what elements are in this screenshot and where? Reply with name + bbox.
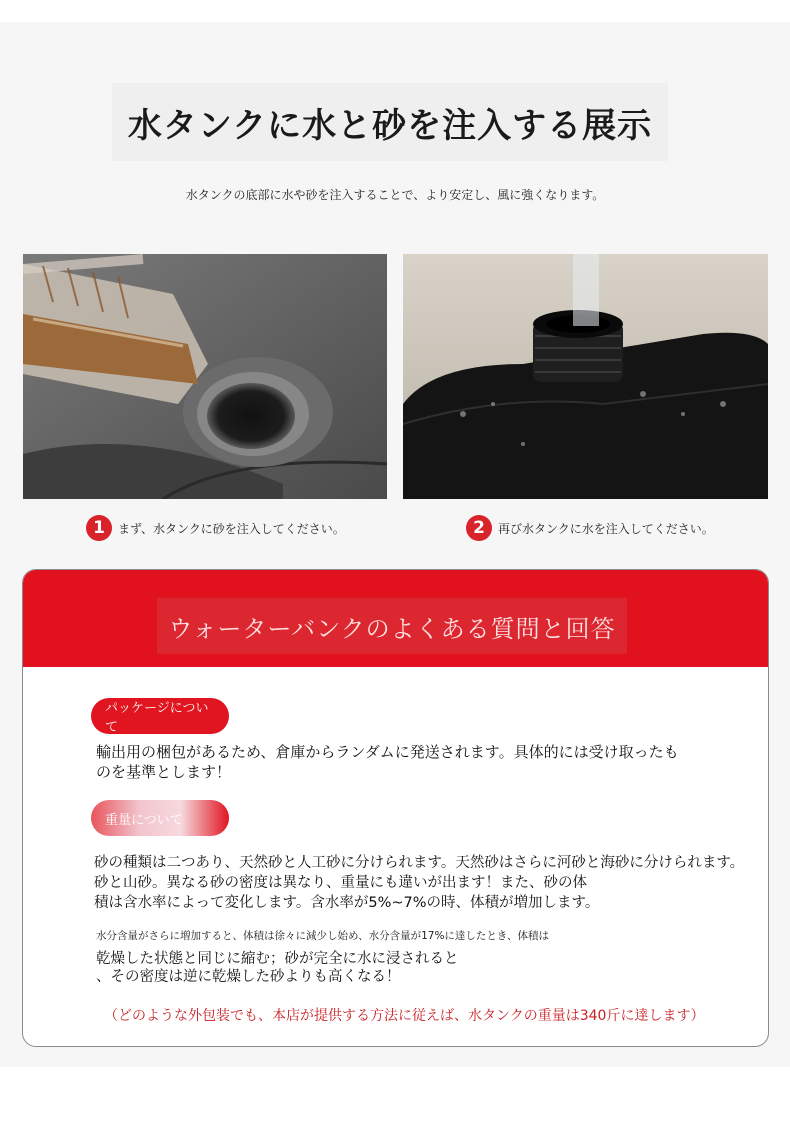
- answer-line: 輸出用の梱包があるため、倉庫からランダムに発送されます。具体的には受け取ったも: [96, 743, 679, 761]
- water-filling-photo: [403, 254, 768, 499]
- answer-line: のを基準とします！: [96, 763, 232, 781]
- faq-package-answer: [96, 742, 679, 782]
- faq-package-tag: パッケージについて: [91, 698, 229, 734]
- faq-weight-small-line: 水分含量がさらに増加すると、体積は徐々に減少し始め、水分含量が17%に達したとき、体積は: [96, 930, 549, 942]
- step-1-number: 1: [86, 515, 112, 541]
- faq-weight-answer: [94, 853, 744, 913]
- faq-weight-answer-cont: [96, 950, 459, 986]
- step-1: [86, 515, 345, 541]
- faq-weight-note: （どのような外包装でも、本店が提供する方法に従えば、水タンクの重量は340斤に達します）: [104, 1008, 705, 1024]
- step-2-number: 2: [466, 515, 492, 541]
- answer-line: 砂と山砂。異なる砂の密度は異なり、重量にも違いが出ます！また、砂の体: [94, 875, 587, 891]
- faq-panel: [22, 569, 769, 1047]
- page-subtitle: 水タンクの底部に水や砂を注入することで、より安定し、風に強くなります。: [185, 188, 605, 202]
- step-2-text: 再び水タンクに水を注入してください。: [498, 521, 714, 536]
- sand-filling-photo: [23, 254, 387, 499]
- answer-line: 砂の種類は二つあり、天然砂と人工砂に分けられます。天然砂はさらに河砂と海砂に分けられます。: [94, 855, 745, 871]
- answer-line: 、その密度は逆に乾燥した砂よりも高くなる！: [96, 969, 401, 985]
- step-2: [466, 515, 714, 541]
- page-title: 水タンクに水と砂を注入する展示: [112, 83, 668, 161]
- faq-title: ウォーターバンクのよくある質問と回答: [157, 598, 627, 654]
- answer-line: 積は含水率によって変化します。含水率が5%~7%の時、体積が増加します。: [94, 895, 600, 911]
- answer-line: 乾燥した状態と同じに縮む；砂が完全に水に浸されると: [96, 951, 459, 967]
- step-1-text: まず、水タンクに砂を注入してください。: [118, 521, 345, 536]
- faq-weight-tag: 重量について: [91, 800, 229, 836]
